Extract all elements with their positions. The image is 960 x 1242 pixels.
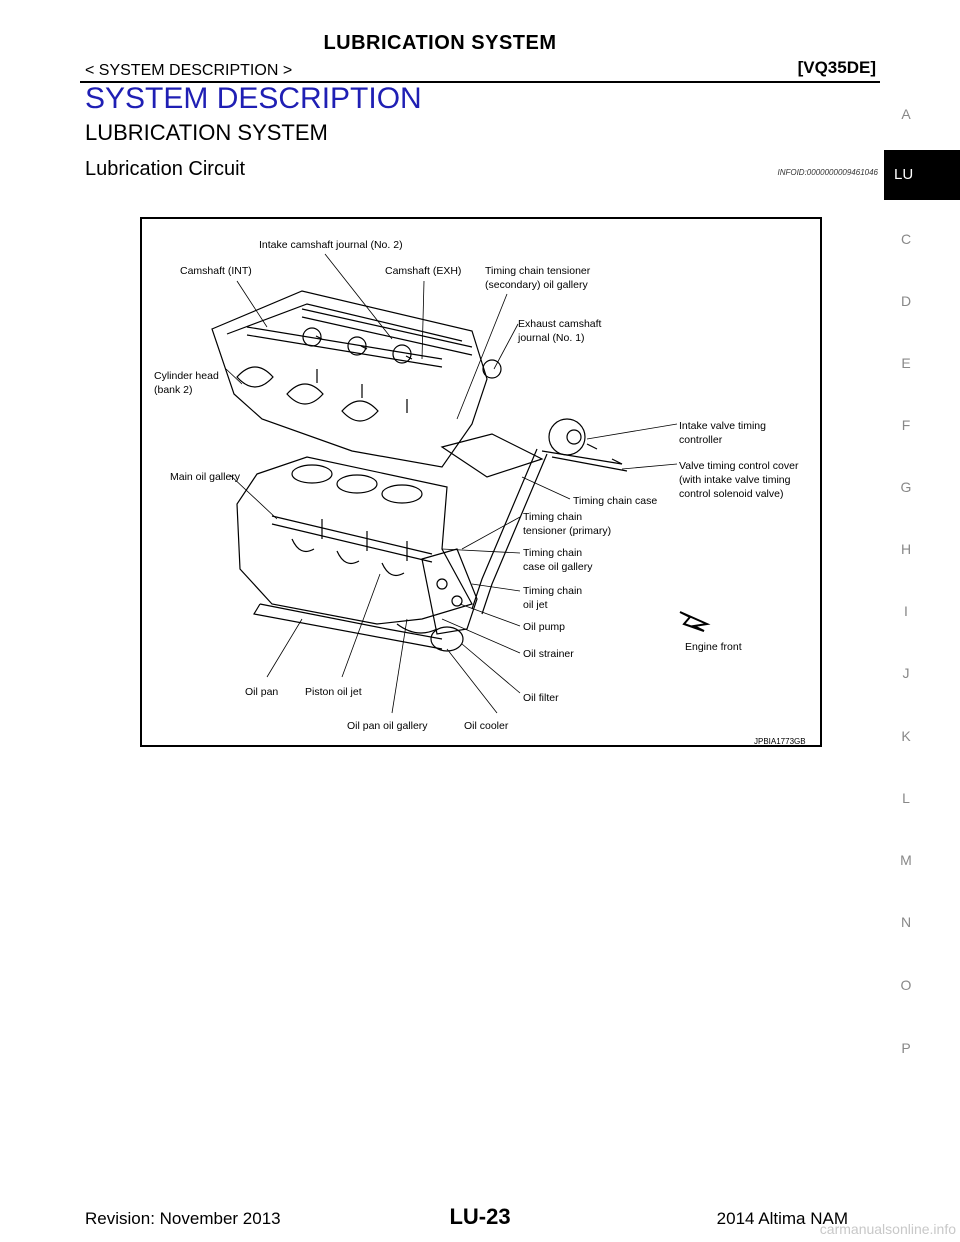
- leader-line: [325, 254, 392, 339]
- section-heading: SYSTEM DESCRIPTION: [85, 82, 422, 115]
- label-piston-oil-jet: Piston oil jet: [305, 686, 362, 698]
- leader-line: [462, 644, 520, 693]
- index-tab-k[interactable]: K: [901, 728, 911, 744]
- footer-revision: Revision: November 2013: [85, 1209, 281, 1228]
- cylinder-bore: [292, 465, 332, 483]
- crank-web: [292, 539, 404, 575]
- index-tab-p[interactable]: P: [901, 1040, 911, 1056]
- leader-line: [457, 294, 507, 419]
- index-tab-e[interactable]: E: [901, 355, 911, 371]
- leader-line: [447, 649, 497, 713]
- cylinder-block-outline: [237, 457, 472, 624]
- intake-port: [287, 384, 323, 404]
- page-header-engine: [VQ35DE]: [797, 58, 876, 77]
- leader-line: [462, 517, 520, 549]
- leader-line: [392, 619, 407, 713]
- subsection-heading: LUBRICATION SYSTEM: [85, 120, 328, 145]
- label-case-gallery-2: case oil gallery: [523, 561, 593, 573]
- index-tab-c[interactable]: C: [900, 231, 912, 247]
- label-tensioner-primary-1: Timing chain: [523, 511, 583, 523]
- topic-heading: Lubrication Circuit: [85, 158, 246, 180]
- page-header-section: < SYSTEM DESCRIPTION >: [85, 62, 293, 79]
- lubrication-circuit-figure: [140, 217, 822, 747]
- cylinder-bore: [382, 485, 422, 503]
- page-header-title: LUBRICATION SYSTEM: [323, 32, 557, 54]
- label-camshaft-exh: Camshaft (EXH): [385, 265, 462, 277]
- index-tab-lu-active[interactable]: LU: [884, 150, 960, 200]
- label-camshaft-int: Camshaft (INT): [180, 265, 252, 277]
- leader-line: [267, 619, 302, 677]
- leader-line: [587, 424, 677, 439]
- label-vtc-cover-3: control solenoid valve): [679, 488, 784, 500]
- watermark-text: carmanualsonline.info: [819, 1221, 956, 1237]
- figure-code: JPBIA1773GB: [754, 737, 806, 746]
- index-tab-g[interactable]: G: [900, 479, 912, 495]
- leader-line: [622, 464, 677, 469]
- timing-chain-case-plate: [442, 434, 542, 477]
- leader-line: [442, 619, 520, 653]
- index-tab-l[interactable]: L: [902, 790, 910, 806]
- pump-bolt: [437, 579, 447, 589]
- label-oil-pump: Oil pump: [523, 621, 566, 633]
- cylinder-bore: [337, 475, 377, 493]
- label-main-oil-gallery: Main oil gallery: [170, 471, 241, 483]
- label-oil-cooler: Oil cooler: [464, 720, 509, 732]
- oil-pan: [254, 604, 442, 649]
- label-cylinder-head-2: (bank 2): [154, 384, 193, 396]
- index-tab-d[interactable]: D: [900, 293, 912, 309]
- section-index-tabs: [884, 0, 960, 1242]
- index-tab-f[interactable]: F: [901, 417, 911, 433]
- label-exhaust-journal-2: journal (No. 1): [518, 332, 585, 344]
- label-oil-pan-gallery: Oil pan oil gallery: [347, 720, 428, 732]
- label-exhaust-journal-1: Exhaust camshaft: [518, 318, 602, 330]
- info-id: INFOID:0000000009461046: [777, 168, 878, 177]
- camshaft-int: [247, 327, 442, 367]
- ivt-hub: [567, 430, 581, 444]
- label-cylinder-head-1: Cylinder head: [154, 370, 219, 382]
- index-tab-h[interactable]: H: [900, 541, 912, 557]
- footer-model: 2014 Altima NAM: [716, 1209, 848, 1228]
- label-engine-front: Engine front: [685, 641, 742, 653]
- index-tab-a[interactable]: A: [901, 106, 911, 122]
- leader-line: [494, 324, 518, 369]
- cylinder-head-top: [227, 304, 462, 341]
- label-oil-pan: Oil pan: [245, 686, 279, 698]
- index-tab-n[interactable]: N: [900, 914, 912, 930]
- label-vtc-cover-2: (with intake valve timing: [679, 474, 791, 486]
- cylinder-head-outline: [212, 291, 487, 467]
- label-tensioner-primary-2: tensioner (primary): [523, 525, 612, 537]
- index-tab-o[interactable]: O: [900, 977, 912, 993]
- engine-illustration: [142, 219, 824, 749]
- label-oil-jet-2: oil jet: [523, 599, 548, 611]
- label-vtc-cover-1: Valve timing control cover: [679, 460, 799, 472]
- label-tensioner-gallery-1: Timing chain tensioner: [485, 265, 591, 277]
- oil-filter-shape: [431, 627, 463, 651]
- index-tab-m[interactable]: M: [900, 852, 912, 868]
- leader-line: [237, 281, 267, 327]
- index-tab-j[interactable]: J: [902, 665, 910, 681]
- label-oil-strainer: Oil strainer: [523, 648, 574, 660]
- label-oil-filter: Oil filter: [523, 692, 559, 704]
- label-case-gallery-1: Timing chain: [523, 547, 583, 559]
- flow-arrow: [322, 519, 407, 561]
- label-ivt-controller-2: controller: [679, 434, 723, 446]
- footer-page-number: LU-23: [449, 1204, 511, 1229]
- main-oil-gallery: [272, 516, 432, 562]
- index-tab-i[interactable]: I: [904, 603, 908, 619]
- leader-line: [442, 549, 520, 553]
- label-ivt-controller-1: Intake valve timing: [679, 420, 766, 432]
- intake-port: [342, 401, 378, 421]
- label-intake-camshaft-journal: Intake camshaft journal (No. 2): [259, 239, 403, 251]
- engine-front-arrow: [680, 612, 707, 631]
- exhaust-journal: [483, 360, 501, 378]
- label-timing-chain-case: Timing chain case: [573, 495, 658, 507]
- label-tensioner-gallery-2: (secondary) oil gallery: [485, 279, 588, 291]
- label-oil-jet-1: Timing chain: [523, 585, 583, 597]
- leader-line: [342, 574, 380, 677]
- flow-arrow: [317, 369, 407, 413]
- intake-port: [237, 367, 273, 387]
